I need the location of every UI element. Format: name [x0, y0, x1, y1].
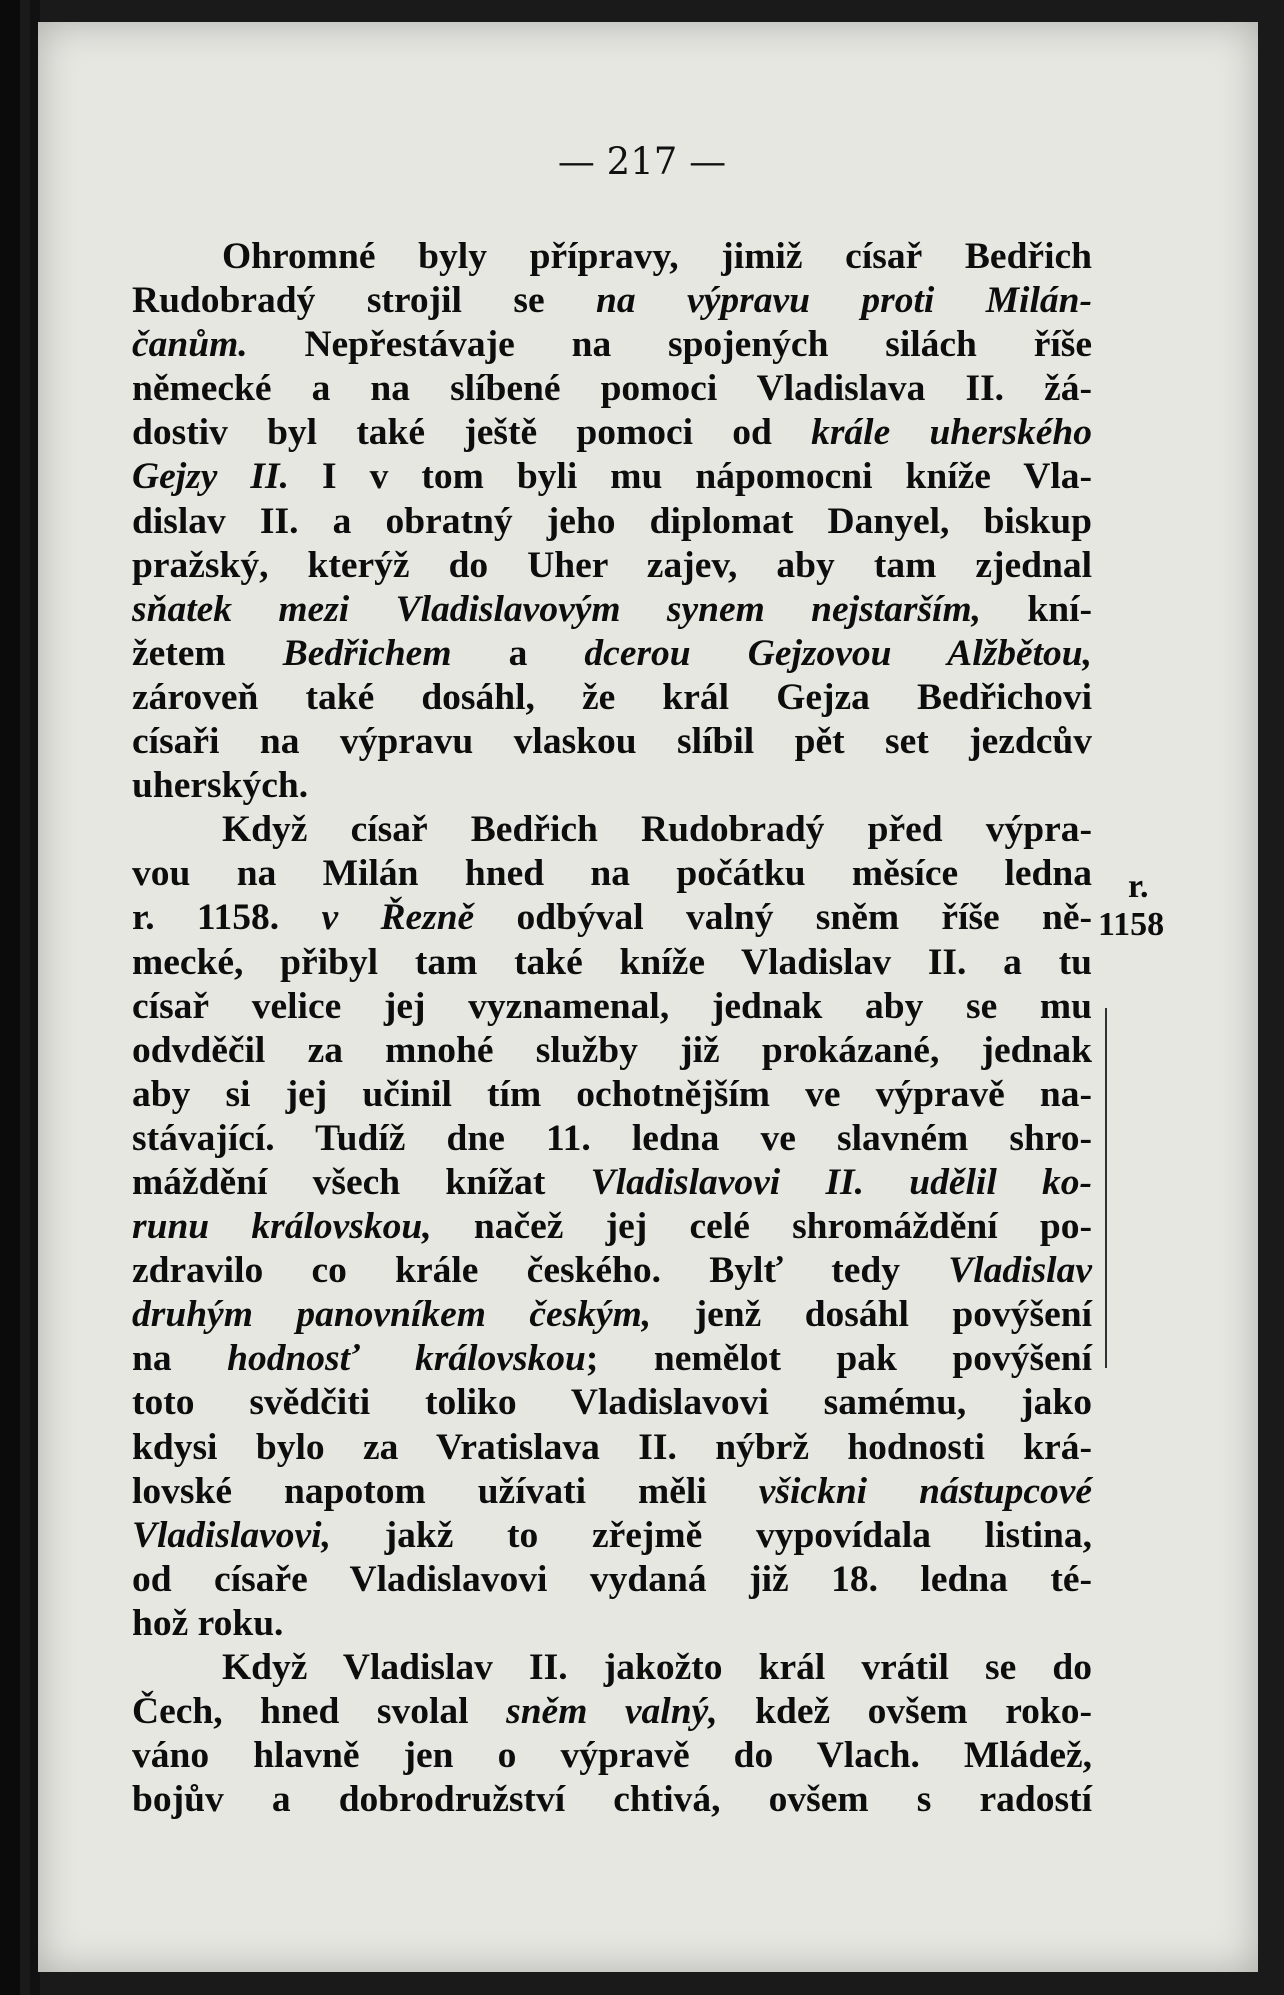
body-text	[132, 235, 1092, 1822]
text-segment: stávající. Tudíž dne 11. ledna ve slavném shro-	[132, 1117, 1092, 1159]
text-segment: kdež ovšem roko-	[717, 1691, 1093, 1733]
italic-segment: Gejzy II.	[132, 456, 289, 498]
text-segment: pražský, kterýž do Uher zajev, aby tam zjednal	[132, 544, 1092, 586]
text-segment: žetem	[132, 632, 283, 674]
margin-note-r: r.	[1128, 868, 1149, 905]
italic-segment: Vladislavovi II. udělil ko-	[590, 1161, 1092, 1203]
text-segment: aby si jej učinil tím ochotnějším ve výpravě na-	[132, 1073, 1092, 1115]
text-line	[132, 896, 1092, 940]
text-line	[132, 1337, 1092, 1381]
text-segment: Rudobradý strojil se	[132, 280, 597, 322]
text-segment: Ohromné byly přípravy, jimiž císař Bedřich	[222, 236, 1092, 277]
text-line	[132, 1470, 1092, 1514]
text-line	[132, 1602, 1092, 1646]
italic-segment: hodnosť královskou	[227, 1338, 586, 1380]
italic-segment: sňatek mezi Vladislavovým synem nejstarším,	[132, 588, 982, 630]
text-segment: r. 1158.	[132, 897, 322, 939]
text-line	[132, 1381, 1092, 1425]
text-segment: odvděčil za mnohé služby již prokázané, jednak	[132, 1029, 1092, 1071]
text-segment: od císaře Vladislavovi vydaná již 18. ledna té-	[132, 1558, 1092, 1600]
text-line	[132, 544, 1092, 588]
text-line	[132, 1249, 1092, 1293]
text-line	[132, 1117, 1092, 1161]
italic-segment: druhým panovníkem českým,	[132, 1294, 652, 1336]
text-segment: načež jej celé shromáždění po-	[431, 1206, 1092, 1248]
text-segment: bojův a dobrodružství chtivá, ovšem s radostí	[132, 1779, 1092, 1821]
text-segment: lovské napotom užívati měli	[132, 1470, 759, 1512]
text-line	[132, 676, 1092, 720]
text-line	[132, 323, 1092, 367]
text-segment: máždění všech knížat	[132, 1161, 591, 1203]
text-segment: kní-	[981, 588, 1092, 630]
italic-segment: všickni nástupcové	[758, 1470, 1093, 1512]
text-segment: mecké, přibyl tam také kníže Vladislav II. a tu	[132, 941, 1092, 983]
text-line	[132, 279, 1092, 323]
italic-segment: sněm valný,	[506, 1691, 718, 1733]
text-line	[132, 632, 1092, 676]
italic-segment: čanům.	[132, 324, 248, 366]
text-segment: Když císař Bedřich Rudobradý před výpra-	[222, 809, 1092, 851]
text-line	[132, 1690, 1092, 1734]
text-line	[132, 808, 1092, 852]
text-line	[132, 1734, 1092, 1778]
text-line	[132, 720, 1092, 764]
text-line	[132, 1293, 1092, 1337]
text-line	[132, 1514, 1092, 1558]
text-segment: toto svědčiti toliko Vladislavovi samému, jako	[132, 1382, 1092, 1424]
text-line	[132, 1426, 1092, 1470]
italic-segment: Vladislav	[948, 1250, 1092, 1292]
text-line	[132, 588, 1092, 632]
text-segment: I v tom byli mu nápomocni kníže Vla-	[288, 456, 1093, 498]
text-segment: německé a na slíbené pomoci Vladislava II. žá-	[132, 368, 1092, 410]
text-line	[132, 367, 1092, 411]
text-line	[132, 1205, 1092, 1249]
page-number: — 217 —	[557, 140, 727, 183]
italic-segment: Vladislavovi,	[132, 1514, 331, 1556]
text-segment: dislav II. a obratný jeho diplomat Danyel, biskup	[132, 500, 1092, 542]
text-line	[132, 1073, 1092, 1117]
text-line	[132, 500, 1092, 544]
text-line	[132, 1558, 1092, 1602]
text-segment: zdravilo co krále českého. Bylť tedy	[132, 1250, 949, 1292]
text-segment: kdysi bylo za Vratislava II. nýbrž hodnosti krá-	[132, 1426, 1092, 1468]
text-segment: Čech, hned svolal	[132, 1691, 507, 1733]
text-line	[132, 1029, 1092, 1073]
italic-segment: na výpravu proti Milán-	[596, 280, 1092, 322]
text-line	[132, 764, 1092, 808]
text-segment: jenž dosáhl povýšení	[651, 1294, 1092, 1336]
text-line	[132, 1161, 1092, 1205]
text-segment: Když Vladislav II. jakožto král vrátil se do	[222, 1647, 1092, 1688]
italic-segment: dcerou Gejzovou Alžbětou,	[584, 632, 1092, 674]
text-segment: a	[451, 632, 585, 674]
book-spine	[0, 0, 20, 1995]
text-line	[132, 852, 1092, 896]
text-segment: váno hlavně jen o výpravě do Vlach. Mládež,	[132, 1735, 1092, 1777]
margin-bracket-right	[1105, 1008, 1107, 1368]
margin-note-year: 1158	[1098, 906, 1165, 943]
text-line	[132, 1646, 1092, 1690]
text-segment: uherských.	[132, 765, 309, 807]
text-segment: hož roku.	[132, 1602, 284, 1644]
italic-segment: v Řezně	[321, 897, 475, 939]
text-segment: jakž to zřejmě vypovídala listina,	[330, 1514, 1092, 1556]
text-segment: císaři na výpravu vlaskou slíbil pět set jezdcův	[132, 721, 1092, 763]
italic-segment: Bedřichem	[282, 632, 452, 674]
text-segment: dostiv byl také ještě pomoci od	[132, 412, 812, 454]
text-segment: Nepřestávaje na spojených silách říše	[247, 324, 1092, 366]
text-segment: ; nemělot pak povýšení	[585, 1338, 1092, 1380]
text-line	[132, 235, 1092, 279]
text-segment: císař velice jej vyznamenal, jednak aby se mu	[132, 985, 1092, 1027]
text-line	[132, 455, 1092, 499]
text-line	[132, 941, 1092, 985]
text-segment: zároveň také dosáhl, že král Gejza Bedřichovi	[132, 676, 1092, 718]
text-line	[132, 411, 1092, 455]
text-segment: vou na Milán hned na počátku měsíce ledna	[132, 853, 1092, 895]
text-segment: odbýval valný sněm říše ně-	[474, 897, 1092, 939]
text-segment: na	[132, 1338, 228, 1380]
text-line	[132, 1778, 1092, 1822]
italic-segment: krále uherského	[811, 412, 1092, 454]
italic-segment: runu královskou,	[132, 1206, 432, 1248]
text-line	[132, 985, 1092, 1029]
